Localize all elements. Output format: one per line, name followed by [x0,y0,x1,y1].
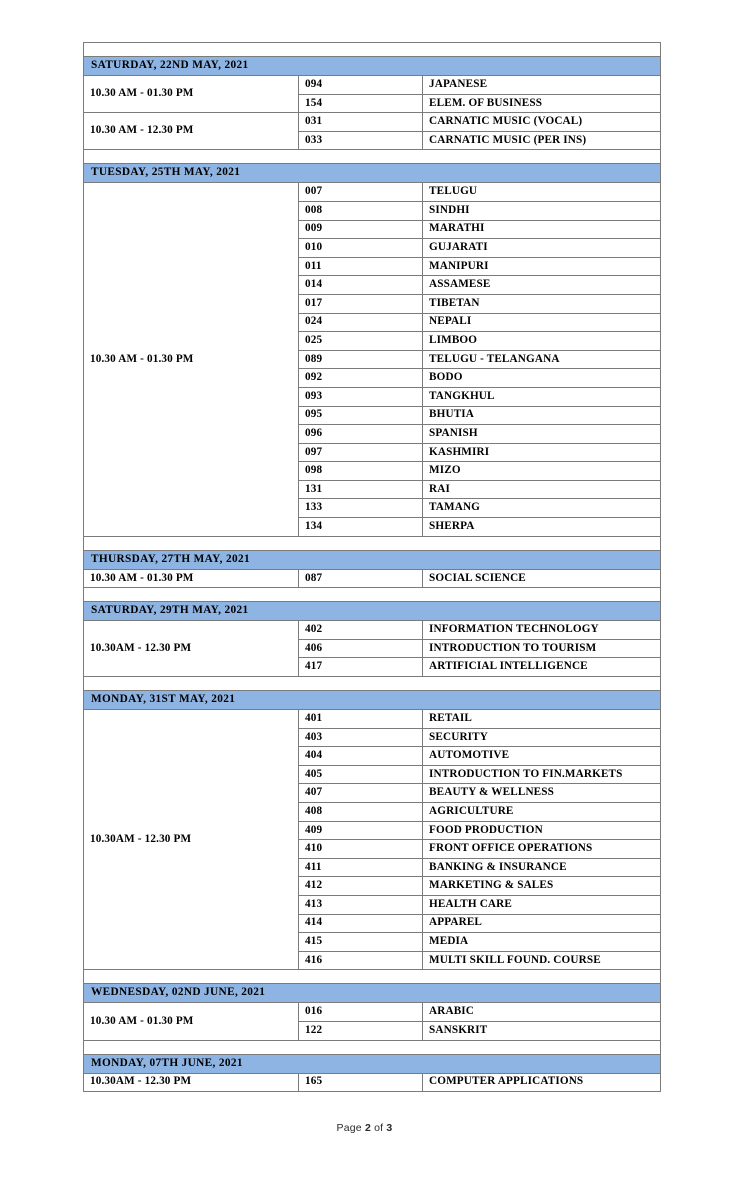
subject-name-cell: RAI [423,480,661,499]
subject-name-cell: TANGKHUL [423,387,661,406]
subject-code-cell: 409 [299,821,423,840]
subject-code-cell: 413 [299,895,423,914]
subject-code-cell: 014 [299,276,423,295]
table-row [84,1073,661,1092]
subject-name-cell: ASSAMESE [423,276,661,295]
subject-code-cell: 025 [299,332,423,351]
footer-page-middle: of [371,1122,387,1134]
subject-code-cell: 404 [299,747,423,766]
subject-code-cell: 405 [299,765,423,784]
subject-code-cell: 415 [299,933,423,952]
day-header-label: TUESDAY, 25TH MAY, 2021 [84,164,661,183]
section-spacer-cell [84,970,661,984]
day-header-label: WEDNESDAY, 02ND JUNE, 2021 [84,984,661,1003]
subject-code-cell: 031 [299,113,423,132]
date-sheet-page [83,42,660,1092]
subject-code-cell: 401 [299,710,423,729]
subject-name-cell: SECURITY [423,728,661,747]
subject-name-cell: APPAREL [423,914,661,933]
subject-name-cell: SHERPA [423,518,661,537]
subject-name-cell: FOOD PRODUCTION [423,821,661,840]
subject-code-cell: 009 [299,220,423,239]
section-spacer-cell [84,43,661,57]
subject-name-cell: ELEM. OF BUSINESS [423,94,661,113]
subject-code-cell: 417 [299,658,423,677]
exam-schedule-table [83,42,661,1092]
section-spacer-cell [84,536,661,550]
day-header-row [84,691,661,710]
subject-name-cell: NEPALI [423,313,661,332]
subject-name-cell: AUTOMOTIVE [423,747,661,766]
page-footer [0,1122,729,1134]
subject-code-cell: 024 [299,313,423,332]
footer-page-prefix: Page [336,1122,365,1134]
section-spacer-row [84,970,661,984]
subject-name-cell: INFORMATION TECHNOLOGY [423,621,661,640]
subject-name-cell: SANSKRIT [423,1021,661,1040]
subject-code-cell: 008 [299,201,423,220]
section-spacer-cell [84,150,661,164]
exam-time-cell: 10.30AM - 12.30 PM [84,1073,299,1092]
subject-name-cell: MARATHI [423,220,661,239]
section-spacer-row [84,588,661,602]
subject-code-cell: 017 [299,294,423,313]
exam-time-cell: 10.30AM - 12.30 PM [84,621,299,677]
subject-code-cell: 097 [299,443,423,462]
subject-code-cell: 414 [299,914,423,933]
day-header-row [84,1054,661,1073]
subject-name-cell: BODO [423,369,661,388]
subject-code-cell: 412 [299,877,423,896]
subject-name-cell: MEDIA [423,933,661,952]
subject-code-cell: 122 [299,1021,423,1040]
subject-code-cell: 087 [299,569,423,588]
subject-code-cell: 016 [299,1003,423,1022]
subject-name-cell: BHUTIA [423,406,661,425]
subject-code-cell: 407 [299,784,423,803]
subject-code-cell: 165 [299,1073,423,1092]
day-header-row [84,550,661,569]
exam-time-cell: 10.30AM - 12.30 PM [84,710,299,970]
exam-time-cell: 10.30 AM - 01.30 PM [84,183,299,536]
subject-name-cell: RETAIL [423,710,661,729]
day-header-label: MONDAY, 31ST MAY, 2021 [84,691,661,710]
subject-name-cell: SOCIAL SCIENCE [423,569,661,588]
day-header-row [84,164,661,183]
subject-name-cell: LIMBOO [423,332,661,351]
section-spacer-row [84,677,661,691]
subject-code-cell: 011 [299,257,423,276]
subject-code-cell: 154 [299,94,423,113]
subject-name-cell: HEALTH CARE [423,895,661,914]
subject-name-cell: CARNATIC MUSIC (VOCAL) [423,113,661,132]
subject-code-cell: 403 [299,728,423,747]
section-spacer-cell [84,1040,661,1054]
subject-code-cell: 402 [299,621,423,640]
subject-code-cell: 033 [299,131,423,150]
subject-code-cell: 131 [299,480,423,499]
subject-name-cell: BANKING & INSURANCE [423,858,661,877]
section-spacer-row [84,150,661,164]
exam-time-cell: 10.30 AM - 12.30 PM [84,113,299,150]
subject-name-cell: BEAUTY & WELLNESS [423,784,661,803]
subject-code-cell: 093 [299,387,423,406]
subject-name-cell: GUJARATI [423,239,661,258]
subject-code-cell: 098 [299,462,423,481]
table-row [84,569,661,588]
subject-name-cell: CARNATIC MUSIC (PER INS) [423,131,661,150]
table-row [84,621,661,640]
subject-name-cell: MANIPURI [423,257,661,276]
exam-time-cell: 10.30 AM - 01.30 PM [84,1003,299,1040]
day-header-label: THURSDAY, 27TH MAY, 2021 [84,550,661,569]
subject-code-cell: 410 [299,840,423,859]
subject-name-cell: TELUGU [423,183,661,202]
exam-time-cell: 10.30 AM - 01.30 PM [84,569,299,588]
subject-name-cell: MARKETING & SALES [423,877,661,896]
section-spacer-row [84,1040,661,1054]
table-row [84,183,661,202]
table-row [84,76,661,95]
subject-code-cell: 095 [299,406,423,425]
footer-page-total: 3 [386,1122,393,1134]
footer-page-number: 2 [364,1122,372,1134]
subject-name-cell: COMPUTER APPLICATIONS [423,1073,661,1092]
subject-code-cell: 134 [299,518,423,537]
subject-code-cell: 416 [299,951,423,970]
subject-name-cell: INTRODUCTION TO TOURISM [423,639,661,658]
section-spacer-row [84,536,661,550]
section-spacer-cell [84,677,661,691]
section-spacer-cell [84,588,661,602]
table-row [84,1003,661,1022]
subject-code-cell: 408 [299,803,423,822]
subject-code-cell: 007 [299,183,423,202]
section-spacer-row [84,43,661,57]
day-header-row [84,602,661,621]
subject-code-cell: 411 [299,858,423,877]
subject-code-cell: 406 [299,639,423,658]
day-header-row [84,984,661,1003]
subject-code-cell: 010 [299,239,423,258]
subject-name-cell: ARABIC [423,1003,661,1022]
subject-code-cell: 094 [299,76,423,95]
subject-name-cell: MIZO [423,462,661,481]
subject-name-cell: MULTI SKILL FOUND. COURSE [423,951,661,970]
subject-name-cell: KASHMIRI [423,443,661,462]
subject-name-cell: TAMANG [423,499,661,518]
subject-code-cell: 133 [299,499,423,518]
day-header-label: MONDAY, 07TH JUNE, 2021 [84,1054,661,1073]
subject-name-cell: AGRICULTURE [423,803,661,822]
subject-name-cell: ARTIFICIAL INTELLIGENCE [423,658,661,677]
day-header-row [84,57,661,76]
subject-name-cell: JAPANESE [423,76,661,95]
subject-code-cell: 096 [299,425,423,444]
subject-code-cell: 092 [299,369,423,388]
subject-name-cell: FRONT OFFICE OPERATIONS [423,840,661,859]
exam-time-cell: 10.30 AM - 01.30 PM [84,76,299,113]
table-row [84,113,661,132]
subject-name-cell: SINDHI [423,201,661,220]
subject-code-cell: 089 [299,350,423,369]
subject-name-cell: INTRODUCTION TO FIN.MARKETS [423,765,661,784]
day-header-label: SATURDAY, 22ND MAY, 2021 [84,57,661,76]
subject-name-cell: TELUGU - TELANGANA [423,350,661,369]
subject-name-cell: SPANISH [423,425,661,444]
day-header-label: SATURDAY, 29TH MAY, 2021 [84,602,661,621]
table-row [84,710,661,729]
subject-name-cell: TIBETAN [423,294,661,313]
